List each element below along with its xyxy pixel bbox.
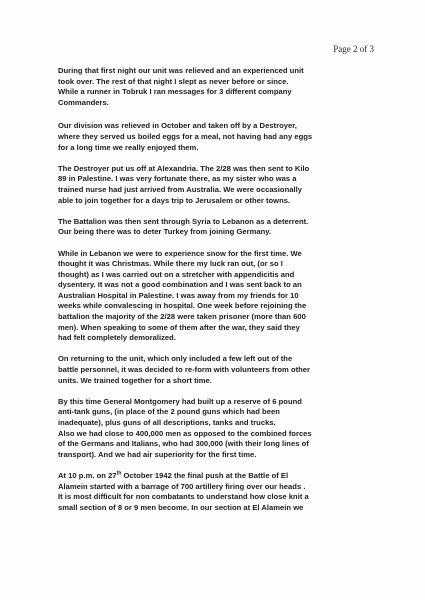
text-line: It is most difficult for non combatants to understand how close knit a xyxy=(58,492,309,502)
text-line: Australian Hospital in Palestine. I was away from my friends for 10 xyxy=(58,290,299,300)
text-line: Commanders. xyxy=(58,97,109,107)
paragraph-montgomery xyxy=(58,397,376,461)
text-line: battalion the majority of the 2/28 were taken prisoner (more than 600 xyxy=(58,312,306,322)
text-line: During that first night our unit was relieved and an experienced unit xyxy=(58,66,304,75)
paragraph-division-relieved xyxy=(58,121,376,153)
text-line: dysentery. It was not a good combination and I was sent back to an xyxy=(58,280,302,290)
paragraph-first-night xyxy=(58,66,376,108)
text-line: The Battalion was then sent through Syria to Lebanon as a deterrent. xyxy=(58,216,309,226)
text-line: able to join together for a days trip to Jerusalem or other towns. xyxy=(58,195,291,205)
text-line: weeks while convalescing in hospital. One week before rejoining the xyxy=(58,301,307,311)
text-line: of the Germans and Italians, who had 300,000 (with their long lines of xyxy=(58,439,309,449)
paragraph-el-alamein xyxy=(58,471,376,513)
text-line: By this time General Montgomery had built up a reserve of 6 pound xyxy=(58,396,302,406)
text-line: While a runner in Tobruk I ran messages for 3 different company xyxy=(58,87,292,97)
paragraph-syria-lebanon xyxy=(58,217,376,238)
text-line: anti-tank guns, (in place of the 2 pound guns which had been xyxy=(58,407,280,417)
text-line: men). When speaking to some of them after the war, they said they xyxy=(58,322,300,332)
text-line: battle personnel, it was decided to re-form with volunteers from other xyxy=(58,365,311,375)
text-line-alamein-date: At 10 p.m. on 27th October 1942 the final push at the Battle of El xyxy=(58,470,289,480)
text-line: inadequate), plus guns of all descriptions, tanks and trucks. xyxy=(58,418,276,427)
paragraph-snow-hospital xyxy=(58,249,376,344)
text-line: Our being there was to deter Turkey from joining Germany. xyxy=(58,227,272,237)
text-line: trained nurse had just arrived from Australia. We were occasionally xyxy=(58,184,302,194)
text-line: Alamein started with a barrage of 700 artillery firing over our heads . xyxy=(58,481,306,491)
text-line: On returning to the unit, which only included a few left out of the xyxy=(58,354,293,364)
text-line: 89 in Palestine. I was very fortunate there, as my sister who was a xyxy=(58,174,297,184)
text-line: thought it was Christmas. While there my luck ran out, (or so I xyxy=(58,259,283,269)
text-line: While in Lebanon we were to experience snow for the first time. We xyxy=(58,248,302,258)
text-line: units. We trained together for a short time. xyxy=(58,375,212,385)
text-line: The Destroyer put us off at Alexandria. The 2/28 was then sent to Kilo xyxy=(58,163,310,173)
paragraph-returning xyxy=(58,354,376,386)
text-line: for a long time we really enjoyed them. xyxy=(58,142,199,152)
text-line: thought) as I was carried out on a stretcher with appendicitis and xyxy=(58,269,295,279)
page-number: Page 2 of 3 xyxy=(333,44,374,54)
text-line: Also we had close to 400,000 men as opposed to the combined forces xyxy=(58,428,312,438)
text-line: took over. The rest of that night I slept as never before or since. xyxy=(58,76,289,86)
document-body xyxy=(58,66,376,524)
ordinal-suffix: th xyxy=(116,470,122,477)
text-line: Our division was relieved in October and taken off by a Destroyer, xyxy=(58,121,297,131)
paragraph-alexandria xyxy=(58,164,376,206)
text-line: had felt completely demoralized. xyxy=(58,333,176,343)
text-line: small section of 8 or 9 men become. In our section at El Alamein we xyxy=(58,502,304,512)
text-line: transport). And we had air superiority for the first time. xyxy=(58,449,257,459)
text-line: where they served us boiled eggs for a meal, not having had any eggs xyxy=(58,131,313,141)
